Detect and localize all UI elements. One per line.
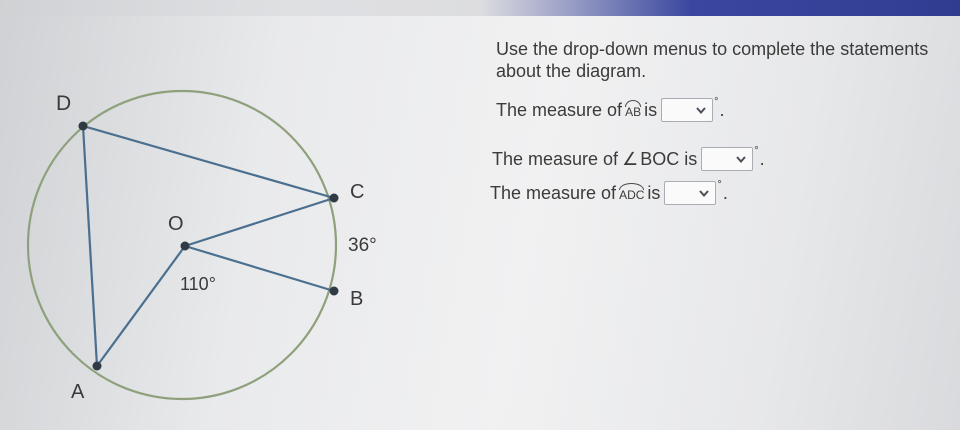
statement-arc-ADC xyxy=(490,181,728,205)
label-A: A xyxy=(71,381,85,403)
point-B xyxy=(330,287,339,296)
chevron-down-icon xyxy=(736,156,746,163)
statement-period: . xyxy=(719,99,725,120)
angle-symbol: ∠ xyxy=(622,148,639,169)
statement-connector: is xyxy=(647,182,661,203)
point-A xyxy=(93,362,102,371)
chord-DA xyxy=(83,126,97,366)
point-C xyxy=(330,194,339,203)
arc-AB-dropdown[interactable] xyxy=(661,98,713,122)
statement-period: . xyxy=(722,182,728,203)
statement-connector: is xyxy=(644,99,658,120)
label-B: B xyxy=(350,288,364,310)
label-angle-AOB: 110° xyxy=(180,274,216,294)
degree-symbol: ° xyxy=(717,179,722,191)
statement-period: . xyxy=(759,148,765,169)
chevron-down-icon xyxy=(696,107,706,114)
chord-DC xyxy=(83,126,334,198)
point-D xyxy=(79,122,88,131)
arc-label-ADC: ADC xyxy=(619,184,644,202)
statement-prefix: The measure of xyxy=(490,182,617,203)
statement-prefix: The measure of xyxy=(492,148,619,169)
point-O xyxy=(181,242,190,251)
statement-arc-AB xyxy=(496,98,725,122)
chevron-down-icon xyxy=(699,190,709,197)
angle-BOC-dropdown[interactable] xyxy=(701,147,753,171)
radius-OA xyxy=(97,246,185,366)
degree-symbol: ° xyxy=(714,96,719,108)
label-O: O xyxy=(168,213,184,235)
label-arc-BC: 36° xyxy=(348,235,377,256)
degree-symbol: ° xyxy=(754,145,759,157)
instructions xyxy=(496,38,960,82)
statement-prefix: The measure of xyxy=(496,99,623,120)
instructions-line-1: Use the drop-down menus to complete the statements xyxy=(496,39,929,59)
radius-OC xyxy=(185,198,334,246)
arc-label-AB: AB xyxy=(625,101,641,119)
arc-ADC-dropdown[interactable] xyxy=(664,181,716,205)
statement-connector: is xyxy=(684,148,698,169)
question-panel xyxy=(496,38,960,92)
statement-angle-BOC xyxy=(492,147,765,171)
label-D: D xyxy=(56,92,72,115)
angle-label-BOC: BOC xyxy=(640,148,680,169)
label-C: C xyxy=(350,181,365,203)
instructions-line-2: about the diagram. xyxy=(496,61,647,81)
